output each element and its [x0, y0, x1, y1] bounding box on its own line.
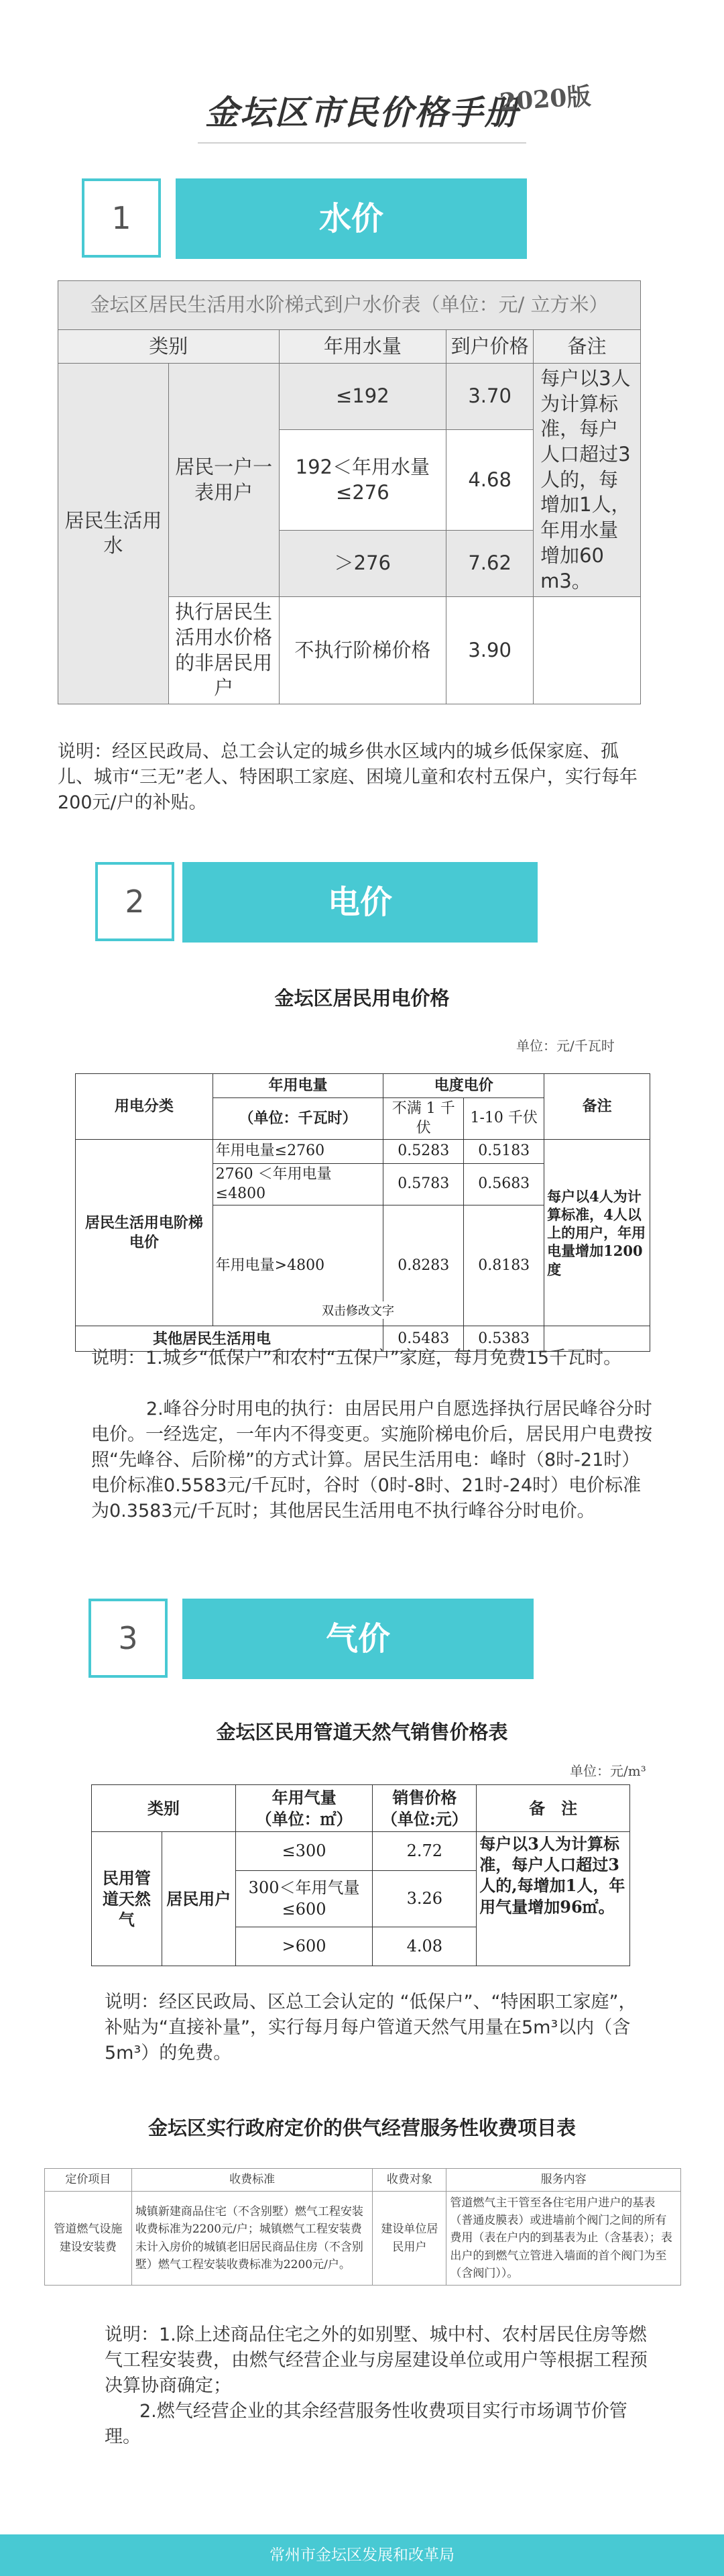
header-target: 收费对象 [373, 2169, 446, 2192]
header-remark: 备注 [534, 330, 641, 364]
sub-category-household: 居民一户一表用户 [168, 364, 279, 597]
gas-service-table [44, 2168, 681, 2286]
header-annual-usage: 年用电量 [213, 1074, 383, 1098]
header-price-low: 不满 1 千伏 [383, 1098, 464, 1140]
section-title-electricity: 电价 [182, 862, 538, 943]
header-price-unit: （单位:元） [381, 1809, 468, 1829]
tier-price-high: 0.5683 [464, 1164, 544, 1205]
footer-text: 常州市金坛区发展和改革局 [269, 2546, 455, 2564]
title-divider [198, 142, 526, 144]
gas-price-table [91, 1784, 630, 1966]
service-target: 建设单位居民用户 [373, 2192, 446, 2286]
tier-usage: ≤192 [279, 364, 446, 430]
header-remark: 备 注 [477, 1785, 630, 1832]
tier-price-low: 0.5783 [383, 1164, 464, 1205]
tier-usage: 300＜年用气量≤600 [235, 1871, 373, 1927]
other-category: 其他居民生活用电 [76, 1326, 383, 1352]
header-category: 用电分类 [76, 1074, 213, 1140]
gas-unit: 单位：元/m³ [570, 1763, 646, 1779]
header-price: 到户价格 [446, 330, 534, 364]
header-usage-unit: （单位：千瓦时） [213, 1098, 383, 1140]
tier-price: 4.08 [373, 1927, 477, 1966]
header-price-high: 1-10 千伏 [464, 1098, 544, 1140]
tier-price: 7.62 [446, 531, 534, 597]
header-category: 类别 [92, 1785, 236, 1832]
main-category: 居民生活用电阶梯电价 [76, 1140, 213, 1326]
header-content: 服务内容 [446, 2169, 681, 2192]
electricity-unit: 单位：元/千瓦时 [516, 1038, 615, 1054]
gas-service-note-2: 2.燃气经营企业的其余经营服务性收费项目实行市场调节价管理。 [105, 2401, 627, 2447]
electricity-note-2: 2.峰谷分时用电的执行：由居民用户自愿选择执行居民峰谷分时电价。一经选定，一年内不得变更。实施阶梯电价后，居民用户电费按照“先峰谷、后阶梯”的方式计算。居民生活用电：峰时（8时-21时）电价标准0.5583元/千瓦时，谷时（0时-8时、21时-24时）电价标准为0.3583元/千瓦时；其他居民生活用电不执行峰谷分时电价。 [91, 1399, 652, 1521]
table-caption: 金坛区居民生活用水阶梯式到户水价表（单位：元/ 立方米） [58, 281, 641, 330]
gas-service-table-title: 金坛区实行政府定价的供气经营服务性收费项目表 [147, 2116, 576, 2139]
section-number-water: 1 [82, 178, 161, 258]
service-standard: 城镇新建商品住宅（不含别墅）燃气工程安装收费标准为2200元/户；城镇燃气工程安装费未计入房价的城镇老旧居民商品住房（不含别墅）燃气工程安装收费标准为2200元/户。 [131, 2192, 373, 2286]
service-item: 管道燃气设施建设安装费 [45, 2192, 132, 2286]
page-title: 金坛区市民价格手册 [205, 93, 519, 132]
tier-price: 3.26 [373, 1871, 477, 1927]
other-price-low: 0.5483 [383, 1326, 464, 1352]
section-title-water: 水价 [176, 178, 527, 259]
section-number-gas: 3 [88, 1599, 168, 1678]
tier-price-high: 0.8183 [464, 1205, 544, 1326]
section-number-electricity: 2 [95, 862, 174, 941]
tier-usage: >600 [235, 1927, 373, 1966]
water-note: 说明：经区民政局、总工会认定的城乡供水区域内的城乡低保家庭、孤儿、城市“三无”老人、特困职工家庭、困境儿童和农村五保户，实行每年200元/户的补贴。 [58, 741, 638, 813]
header-standard: 收费标准 [131, 2169, 373, 2192]
sub-category: 居民用户 [162, 1832, 235, 1966]
electricity-table-title: 金坛区居民用电价格 [274, 987, 450, 1010]
tier-price-low: 0.5283 [383, 1140, 464, 1164]
other-price-high: 0.5383 [464, 1326, 544, 1352]
electricity-note-1: 说明：1.城乡“低保户”和农村“五保户”家庭，每月免费15千瓦时。 [91, 1348, 622, 1368]
main-category: 居民生活用水 [58, 364, 169, 704]
tier-usage: ＞276 [279, 531, 446, 597]
tier-price-low: 0.8283 [383, 1205, 464, 1326]
section-title-gas: 气价 [182, 1599, 534, 1679]
water-remark: 每户以3人为计算标准，每户人口超过3人的，每增加1人，年用水量增加60 m3。 [534, 364, 641, 597]
edit-hint[interactable]: 双击修改文字 [320, 1301, 396, 1319]
gas-service-note-1: 说明：1.除上述商品住宅之外的如别墅、城中村、农村居民住房等燃气工程安装费，由燃气经营企业与房屋建设单位或用户等根据工程预决算协商确定； [105, 2324, 648, 2396]
tier-usage: 2760 ＜年用电量≤4800 [213, 1164, 383, 1205]
tier-price-high: 0.5183 [464, 1140, 544, 1164]
gas-remark: 每户以3人为计算标准，每户人口超过3人的,每增加1人，年用气量增加96㎡。 [477, 1832, 630, 1966]
header-category: 类别 [58, 330, 280, 364]
tier-usage: 年用电量≤2760 [213, 1140, 383, 1164]
header-item: 定价项目 [45, 2169, 132, 2192]
no-tier-price: 3.90 [446, 597, 534, 704]
no-tier-label: 不执行阶梯价格 [279, 597, 446, 704]
header-annual-usage: 年用气量 [272, 1788, 337, 1808]
edition-label: 2020版 [498, 82, 592, 117]
tier-usage: ≤300 [235, 1832, 373, 1871]
sub-category-non-resident: 执行居民生活用水价格的非居民用户 [168, 597, 279, 704]
water-price-table [58, 280, 641, 704]
tier-price: 2.72 [373, 1832, 477, 1871]
tier-usage: 192＜年用水量≤276 [279, 429, 446, 531]
footer-bar [0, 2534, 724, 2576]
header-annual-usage: 年用水量 [279, 330, 446, 364]
service-content: 管道燃气主干管至各住宅用户进户的基表（普通皮膜表）或进墙前个阀门之间的所有费用（表在户内的到基表为止（含基表）；表出户的到燃气立管进入墙面的首个阀门为至（含阀门））。 [446, 2192, 681, 2286]
electricity-remark: 每户以4人为计算标准，4人以上的用户，年用电量增加1200度 [544, 1140, 650, 1326]
tier-price: 4.68 [446, 429, 534, 531]
header-price: 电度电价 [383, 1074, 544, 1098]
tier-price: 3.70 [446, 364, 534, 430]
header-usage-unit: （单位：㎡） [255, 1809, 353, 1829]
header-remark: 备注 [544, 1074, 650, 1140]
tier-usage: 年用电量>4800 [213, 1205, 383, 1326]
header-price: 销售价格 [392, 1788, 457, 1808]
gas-table-title: 金坛区民用管道天然气销售价格表 [216, 1721, 508, 1743]
gas-note: 说明：经区民政局、区总工会认定的 “低保户”、“特困职工家庭”，补贴为“直接补量”，实行每月每户管道天然气用量在5m³以内（含5m³）的免费。 [105, 1992, 637, 2063]
main-category: 民用管道天然气 [92, 1832, 162, 1966]
